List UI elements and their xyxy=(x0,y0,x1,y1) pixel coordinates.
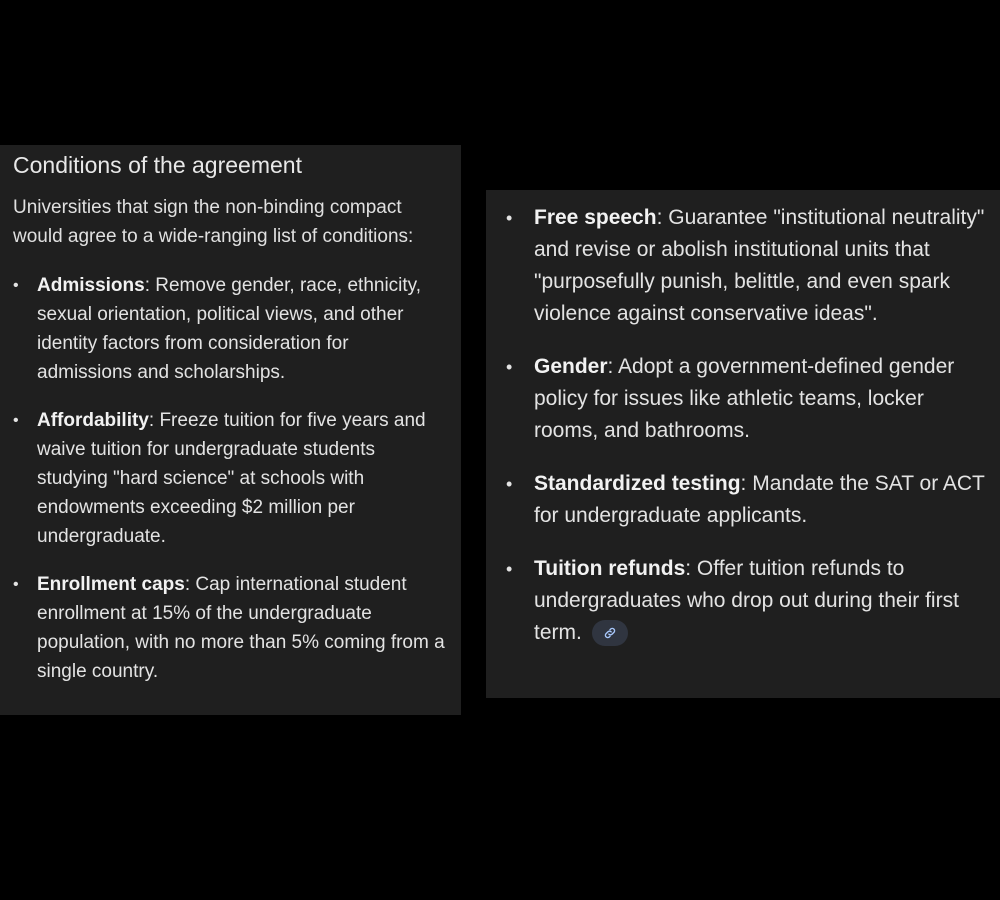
item-term: Gender xyxy=(534,355,608,378)
bullet-icon: • xyxy=(13,412,19,429)
item-term: Affordability xyxy=(37,410,149,431)
bullet-icon: • xyxy=(506,357,513,377)
item-term: Free speech xyxy=(534,206,657,229)
list-item-free-speech xyxy=(506,202,986,330)
list-item-tuition-refunds xyxy=(506,553,986,649)
item-text: : Freeze tuition for five years and waive tuition for undergraduate students studying "hard science" at schools with endowments exceeding $2 million per undergraduate. xyxy=(37,410,426,547)
conditions-list-right xyxy=(506,202,986,649)
source-link-button[interactable] xyxy=(592,620,628,646)
list-item-enrollment-caps xyxy=(13,570,447,686)
conditions-list-left xyxy=(13,271,447,686)
bullet-icon: • xyxy=(506,208,513,228)
intro-paragraph: Universities that sign the non-binding compact would agree to a wide-ranging list of conditions: xyxy=(13,197,414,247)
item-term: Admissions xyxy=(37,275,145,296)
item-text: : Guarantee "institutional neutrality" and revise or abolish institutional units that "purposefully punish, belittle, and even spark violence against conservative ideas". xyxy=(534,206,985,325)
item-text: : Remove gender, race, ethnicity, sexual orientation, political views, and other identity factors from consideration for admissions and scholarships. xyxy=(37,275,422,383)
bullet-icon: • xyxy=(13,576,19,593)
section-heading: Conditions of the agreement xyxy=(13,152,302,178)
item-text: : Adopt a government-defined gender policy for issues like athletic teams, locker rooms, and bathrooms. xyxy=(534,355,955,442)
item-text: : Cap international student enrollment at 15% of the undergraduate population, with no more than 5% coming from a single country. xyxy=(37,574,445,682)
item-text: : Offer tuition refunds to undergraduates who drop out during their first term. xyxy=(534,557,959,644)
list-item-admissions xyxy=(13,271,447,387)
item-term: Enrollment caps xyxy=(37,574,185,595)
bullet-icon: • xyxy=(506,474,513,494)
bullet-icon: • xyxy=(13,277,19,294)
item-text: : Mandate the SAT or ACT for undergraduate applicants. xyxy=(534,472,985,527)
item-term: Tuition refunds xyxy=(534,557,686,580)
right-panel xyxy=(486,190,1000,698)
list-item-affordability xyxy=(13,406,447,551)
list-item-standardized-testing xyxy=(506,468,986,532)
link-icon xyxy=(603,626,617,640)
item-term: Standardized testing xyxy=(534,472,741,495)
left-panel xyxy=(0,145,461,715)
list-item-gender xyxy=(506,351,986,447)
bullet-icon: • xyxy=(506,559,513,579)
